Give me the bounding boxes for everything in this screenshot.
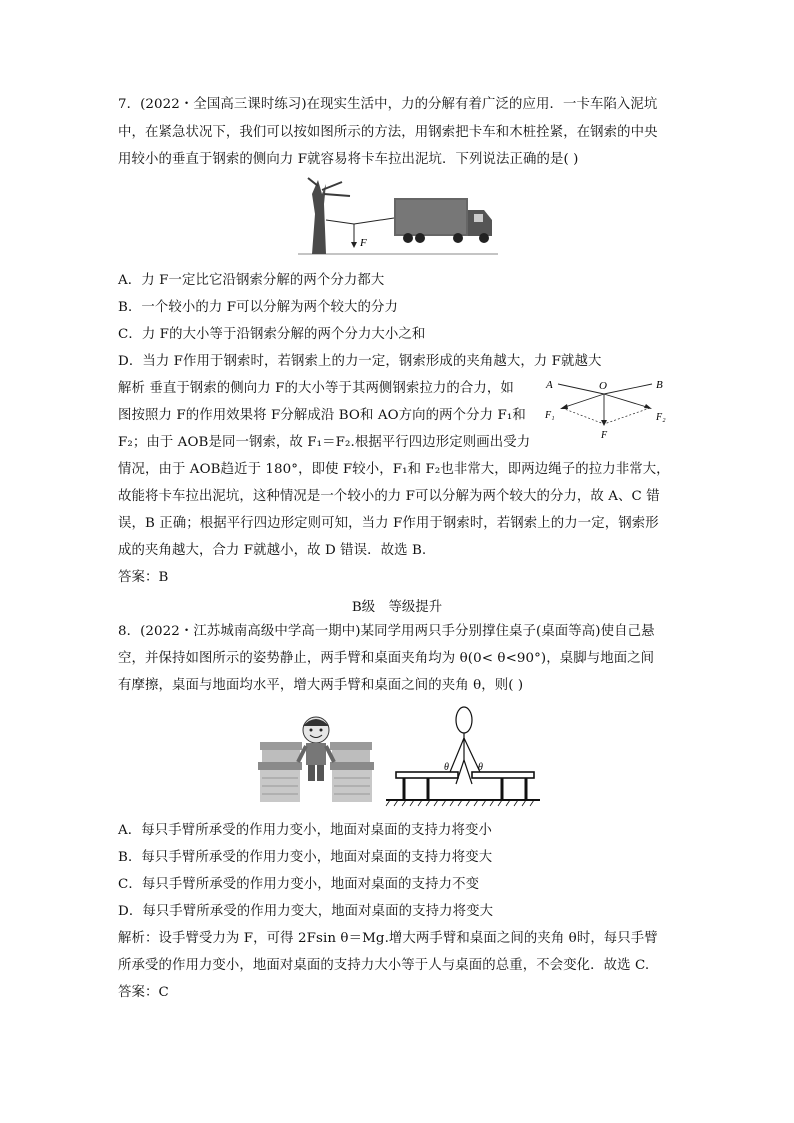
boy-body-icon (306, 743, 326, 765)
tree-trunk-icon (312, 180, 326, 254)
q7-stem-line-2: 中，在紧急状况下，我们可以按如图所示的方法，用钢索把卡车和木桩拴紧，在钢索的中央 (118, 125, 658, 140)
F1-label: F₁ (545, 410, 555, 421)
q7-stem-line-1: 7．(2022・全国高三课时练习)在现实生活中，力的分解有着广泛的应用．一卡车陷入泥坑 (118, 97, 658, 112)
force-decomposition-diagram (542, 372, 678, 444)
q7-option-b: B．一个较小的力 F可以分解为两个较大的分力 (118, 300, 399, 315)
point-A-label: A (546, 379, 553, 391)
q8-answer: 答案：C (118, 985, 169, 1000)
force-label-F: F (360, 237, 367, 249)
q8-stem-line-3: 有摩擦，桌面与地面均水平，增大两手臂和桌面之间的夹角 θ，则( ) (118, 678, 524, 693)
q7-option-a: A．力 F一定比它沿钢索分解的两个分力都大 (118, 273, 385, 288)
q8-stem-line-1: 8．(2022・江苏城南高级中学高一期中)某同学用两只手分别撑住桌子(桌面等高)使自己悬 (118, 624, 655, 639)
q7-analysis-line-6: 误，B 正确；根据平行四边形定则可知，当力 F作用于钢索时，若钢索上的力一定，钢索形 (118, 516, 659, 531)
truck-cab-icon (468, 210, 492, 236)
F-label: F (601, 430, 608, 441)
q8-stem-line-2: 空，并保持如图所示的姿势静止，两手臂和桌面夹角均为 θ(0< θ<90°)，桌脚与地面之间 (118, 651, 655, 666)
q8-analysis-line-1: 解析：设手臂受力为 F，可得 2Fsin θ＝Mg.增大两手臂和桌面之间的夹角 θ时，每只手臂 (118, 931, 658, 946)
F2-label: F₂ (656, 412, 666, 423)
truck-tree-figure (298, 174, 498, 264)
q8-analysis-line-2: 所承受的作用力变小，地面对桌面的支持力大小等于人与桌面的总重，不会变化．故选 C. (118, 958, 650, 973)
section-heading: B级 等级提升 (351, 600, 443, 615)
q7-option-d: D．当力 F作用于钢索时，若钢索上的力一定，钢索形成的夹角越大，力 F就越大 (118, 354, 602, 369)
q7-analysis-line-5: 故能将卡车拉出泥坑，这种情况是一个较小的力 F可以分解为两个较大的分力，故 A、C 错 (118, 489, 660, 504)
theta-label-left: θ (444, 762, 449, 773)
point-B-label: B (656, 379, 663, 391)
q7-stem-line-3: 用较小的垂直于钢索的侧向力 F就容易将卡车拉出泥坑．下列说法正确的是( ) (118, 152, 579, 167)
q8-option-a: A．每只手臂所承受的作用力变小，地面对桌面的支持力将变小 (118, 823, 493, 838)
q7-analysis-line-3: F₂；由于 AOB是同一钢索，故 F₁＝F₂.根据平行四边形定则画出受力 (118, 435, 531, 450)
q7-option-c: C．力 F的大小等于沿钢索分解的两个分力大小之和 (118, 327, 426, 342)
boy-desks-illustration (258, 712, 374, 804)
q7-answer: 答案：B (118, 570, 169, 585)
q8-option-c: C．每只手臂所承受的作用力变小，地面对桌面的支持力不变 (118, 877, 480, 892)
q7-analysis-line-4: 情况，由于 AOB趋近于 180°，即使 F较小，F₁和 F₂也非常大，即两边绳子的拉力非常大， (118, 462, 670, 477)
q7-analysis-line-7: 成的夹角越大，合力 F就越小，故 D 错误．故选 B. (118, 543, 427, 558)
point-O-label: O (599, 380, 607, 392)
arm-angle-schematic (384, 704, 542, 808)
q7-analysis-line-1: 解析 垂直于钢索的侧向力 F的大小等于其两侧钢索拉力的合力，如 (118, 381, 514, 396)
q8-option-d: D．每只手臂所承受的作用力变大，地面对桌面的支持力将变大 (118, 904, 494, 919)
q8-option-b: B．每只手臂所承受的作用力变小，地面对桌面的支持力将变大 (118, 850, 493, 865)
theta-label-right: θ (478, 762, 483, 773)
q7-analysis-line-2: 图按照力 F的作用效果将 F分解成沿 BO和 AO方向的两个分力 F₁和 (118, 408, 526, 423)
